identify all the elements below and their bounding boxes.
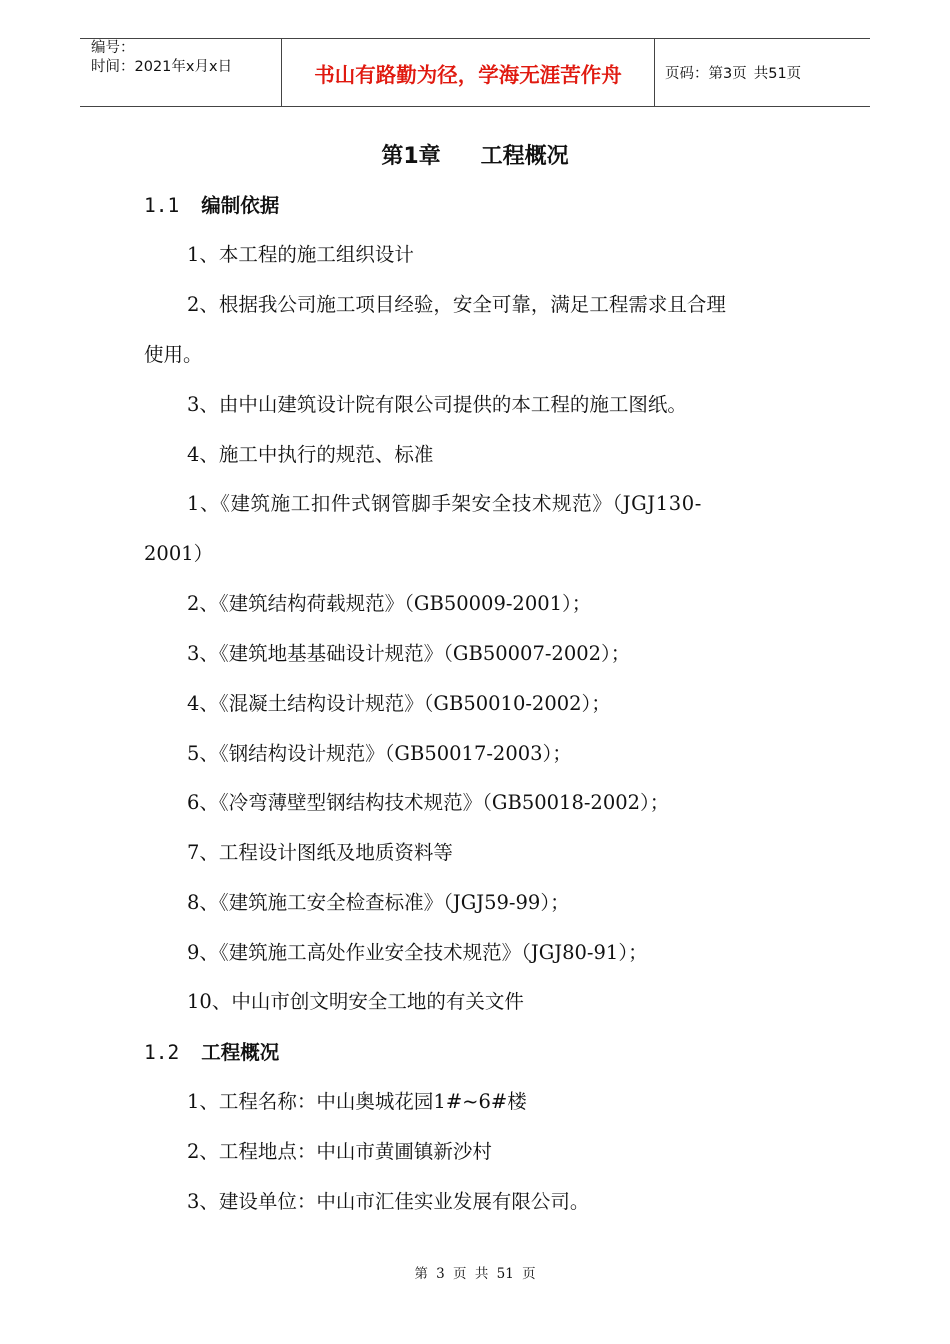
- page-footer: 第 3 页 共 51 页: [414, 1266, 536, 1282]
- header-page-total: 共51页: [753, 66, 802, 82]
- basis-item: 2、根据我公司施工项目经验，安全可靠，满足工程需求且合理: [187, 293, 726, 316]
- section-heading-1-1: [144, 192, 279, 220]
- header-meta: [80, 39, 282, 106]
- basis-item: 4、施工中执行的规范、标准: [187, 443, 434, 466]
- basis-item: 1、本工程的施工组织设计: [187, 243, 414, 266]
- doc-number-label: 编号：: [91, 40, 135, 56]
- doc-date-label: 时间：2021年x月x日: [91, 59, 233, 75]
- basis-item-continuation: 使用。: [144, 343, 203, 366]
- overview-item: 2、工程地点：中山市黄圃镇新沙村: [187, 1140, 492, 1163]
- standard-item: 7、工程设计图纸及地质资料等: [187, 841, 453, 864]
- standard-item: 6、《冷弯薄壁型钢结构技术规范》（GB50018-2002）；: [187, 791, 670, 814]
- standard-item: 9、《建筑施工高处作业安全技术规范》（JGJ80-91）；: [187, 941, 648, 964]
- header-motto: 书山有路勤为径，学海无涯苦作舟: [282, 39, 655, 106]
- basis-item: 3、由中山建筑设计院有限公司提供的本工程的施工图纸。: [187, 393, 687, 416]
- section-heading-1-2: [144, 1039, 279, 1067]
- standard-item: 2、《建筑结构荷载规范》（GB50009-2001）；: [187, 592, 592, 615]
- overview-item: 1、工程名称：中山奥城花园1#~6#楼: [187, 1090, 527, 1113]
- standard-item: 5、《钢结构设计规范》（GB50017-2003）；: [187, 742, 572, 765]
- chapter-number: 第1章: [381, 144, 441, 169]
- section-title: 工程概况: [201, 1041, 280, 1064]
- overview-item: 3、建设单位：中山市汇佳实业发展有限公司。: [187, 1190, 590, 1213]
- chapter-title: [0, 141, 950, 173]
- standard-item-continuation: 2001）: [144, 542, 214, 565]
- page-header: [80, 38, 870, 107]
- chapter-name: 工程概况: [480, 144, 569, 169]
- standard-item: 10、中山市创文明安全工地的有关文件: [187, 990, 524, 1013]
- standard-item: 4、《混凝土结构设计规范》（GB50010-2002）；: [187, 692, 611, 715]
- header-page-info: [655, 39, 870, 106]
- standard-item: 8、《建筑施工安全检查标准》（JGJ59-99）；: [187, 891, 570, 914]
- section-title: 编制依据: [201, 194, 280, 217]
- section-number: 1.1: [144, 194, 180, 217]
- standard-item: 3、《建筑地基基础设计规范》（GB50007-2002）；: [187, 642, 631, 665]
- section-number: 1.2: [144, 1041, 180, 1064]
- header-page-number: 页码：第3页: [665, 66, 747, 82]
- standard-item: 1、《建筑施工扣件式钢管脚手架安全技术规范》（JGJ130-: [187, 492, 702, 515]
